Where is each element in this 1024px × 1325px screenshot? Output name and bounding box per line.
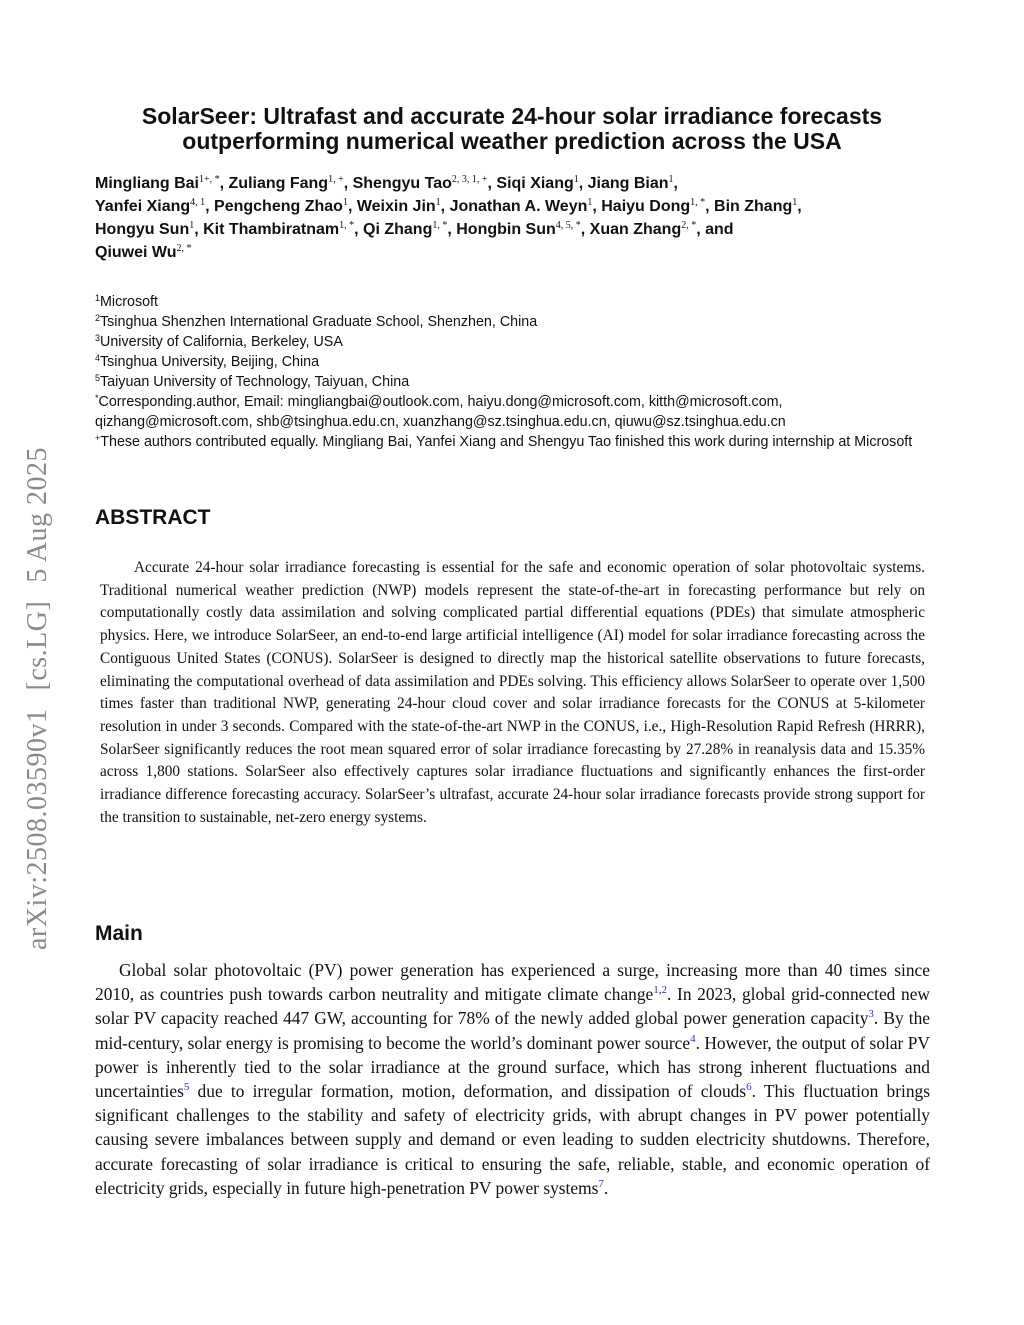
author [95, 221, 194, 238]
author-name: Hongyu Sun [95, 221, 190, 238]
citation-link[interactable]: 2 [661, 984, 668, 997]
title-line-2: outperforming numerical weather prediction across the USA [182, 128, 842, 154]
main-paragraph [95, 958, 930, 1200]
abstract-heading: ABSTRACT [95, 506, 211, 529]
citation [653, 984, 667, 996]
author-affil-marks: 2, 3, 1, + [451, 174, 488, 185]
citation-link[interactable]: 6 [746, 1081, 752, 1094]
arxiv-date: 5 Aug 2025 [22, 446, 53, 583]
affiliation [95, 312, 940, 332]
citation-link[interactable]: 4 [690, 1032, 696, 1045]
author-list: Mingliang Bai$^{1+, *}$, Zuliang Fang$^{1, +}$, Shengyu Tao$^{2, 3, 1, +}$, Siqi Xiang$^1$, Jiang Bian$^1$, Yanfei Xiang$^{4, 1}$, Pengcheng Zhao$^1$, Weixin Jin$^1$, Jonathan A. Weyn$^1$, Haiyu Dong$^{1, *}$, Bin Zhang$^1$, Hongyu Sun$^1$, Kit Thambiratnam$^{1, *}$, Qi Zhang$^{1, *}$, Hongbin Sun$^{4, 5, *}$, Xuan Zhang$^{2, *}$, and Qiuwei $Wu^{2, *}$ [95, 174, 802, 261]
author-name: Yanfei Xiang [95, 198, 191, 215]
affiliation-text: University of California, Berkeley, USA [100, 334, 343, 350]
author-affil-marks: 1, * [690, 197, 706, 208]
author-affil-marks: 1, * [339, 220, 355, 231]
arxiv-id: arXiv:2508.03590v1 [22, 708, 53, 950]
author [357, 198, 441, 215]
affiliation-mark: 5 [95, 373, 101, 383]
affiliation-text: Microsoft [100, 294, 159, 310]
affiliation-mark: 2 [95, 313, 101, 323]
author-affil-marks: 1 [573, 174, 579, 185]
author-name: Pengcheng Zhao [214, 198, 343, 215]
author-affil-marks: 1+, * [199, 174, 220, 185]
author-affil-marks: 4, 1 [190, 197, 206, 208]
affiliation-text: Tsinghua Shenzhen International Graduate School, Shenzhen, China [100, 314, 538, 330]
author-name: Hongbin Sun [456, 221, 556, 238]
affiliation [95, 292, 940, 312]
author-affil-marks: 2, * [681, 220, 697, 231]
citation-separator: , [658, 984, 662, 997]
author [590, 221, 697, 238]
author-affil-marks: 1, + [328, 174, 344, 185]
affiliation-mark: * [95, 393, 99, 403]
author-name: Mingliang Bai [95, 175, 199, 192]
affiliation [95, 432, 940, 452]
author-affil-marks: 1, * [432, 220, 448, 231]
author [214, 198, 348, 215]
main-text-segment: . This fluctuation brings significant challenges to the stability and safety of electricity grids, with abrupt changes in PV power potentially causing severe imbalances between supply and demand or even leading to sudden electricity shutdowns. Therefore, accurate forecasting of solar irradiance is critical to ensuring the safe, reliable, stable, and economic operation of electricity grids, especially in future high-penetration PV power systems [95, 1081, 930, 1198]
affiliation-list [95, 292, 940, 452]
paper-title [90, 104, 934, 154]
main-text-segment: . However, the output of solar PV power is inherently tied to the solar irradiance at the ground surface, which has strong inherent fluctuations and uncertainties [95, 1032, 930, 1102]
main-text-segment: due to irregular formation, motion, deformation, and dissipation of clouds [189, 1081, 747, 1102]
main-text-segment: . [603, 1177, 609, 1198]
affiliation-text: These authors contributed equally. Mingliang Bai, Yanfei Xiang and Shengyu Tao finished this work during internship at Microsoft [100, 434, 913, 450]
author-name: Zuliang Fang [228, 175, 329, 192]
author-name: Bin Zhang [714, 198, 793, 215]
author-name: Weixin Jin [356, 198, 436, 215]
author [496, 175, 578, 192]
abstract-text: Accurate 24-hour solar irradiance forecasting is essential for the safe and economic operation of solar photovoltaic systems. Traditional numerical weather prediction (NWP) models represent the state-of-the-art in forecasting performance but rely on computationally costly data assimilation and solving complicated partial differential equations (PDEs) that simulate atmospheric physics. Here, we introduce SolarSeer, an end-to-end large artificial intelligence (AI) model for solar irradiance forecasting across the Contiguous United States (CONUS). SolarSeer is designed to directly map the historical satellite observations to future forecasts, eliminating the computational overhead of data assimilation and PDEs solving. This efficiency allows SolarSeer to operate over 1,500 times faster than traditional NWP, generating 24-hour cloud cover and solar irradiance forecasts for the CONUS at 5-kilometer resolution in under 3 seconds. Compared with the state-of-the-art NWP in the CONUS, i.e., High-Resolution Rapid Refresh (HRRR), SolarSeer significantly reduces the root mean squared error of solar irradiance forecasting by 27.28% in reanalysis data and 15.35% across 1,800 stations. SolarSeer also effectively captures solar irradiance fluctuations and significantly enhances the first-order irradiance difference forecasting accuracy. SolarSeer’s ultrafast, accurate 24-hour solar irradiance forecasts provide strong support for the transition to sustainable, net-zero energy systems. [100, 559, 925, 826]
author-affil-marks: 4, 5, * [555, 220, 581, 231]
author-affil-marks: 1 [342, 197, 348, 208]
affiliation [95, 392, 940, 432]
author [203, 221, 354, 238]
affiliation-text: Corresponding.author, Email: mingliangbai@outlook.com, haiyu.dong@microsoft.com, kitth@microsoft.com, qizhang@microsoft.com, shb@tsinghua.edu.cn, xuanzhang@sz.tsinghua.edu.cn, qiuwu@sz.tsinghua.edu.cn [95, 394, 786, 430]
author-name: Haiyu Dong [601, 198, 691, 215]
title-line-1: SolarSeer: Ultrafast and accurate 24-hour solar irradiance forecasts [141, 103, 883, 129]
affiliation [95, 332, 940, 352]
citation-link[interactable]: 3 [868, 1008, 874, 1021]
main-heading: Main [95, 922, 143, 945]
author [95, 198, 205, 215]
author-affil-marks: 1 [587, 197, 593, 208]
affiliation-mark: 4 [95, 353, 101, 363]
author-name: Jiang Bian [587, 175, 669, 192]
affiliation-mark: + [95, 433, 101, 443]
citation-link[interactable]: 7 [598, 1177, 604, 1190]
arxiv-category: [cs.LG] [22, 600, 53, 691]
author-name: Kit Thambiratnam [203, 221, 340, 238]
author [450, 198, 593, 215]
author-affil-marks: 1 [792, 197, 798, 208]
affiliation-text: Tsinghua University, Beijing, China [100, 354, 320, 370]
author [588, 175, 674, 192]
author-name: Qi Zhang [363, 221, 433, 238]
citation-link[interactable]: 5 [183, 1081, 190, 1094]
author [601, 198, 705, 215]
main-text-segment: . In 2023, global grid-connected new solar PV capacity reached 447 GW, accounting for 78% of the newly added global power generation capacity [95, 984, 930, 1029]
author [363, 221, 447, 238]
author-affil-marks: 1 [435, 197, 441, 208]
author [456, 221, 581, 238]
affiliation [95, 352, 940, 372]
main-text-segment: Global solar photovoltaic (PV) power generation has experienced a surge, increasing more than 40 times since 2010, as countries push towards carbon neutrality and mitigate climate change [95, 960, 930, 1005]
author-name: Siqi Xiang [496, 175, 574, 192]
affiliation-text: Taiyuan University of Technology, Taiyuan, China [100, 374, 410, 390]
affiliation-mark: 1 [95, 293, 101, 303]
author-affil-marks: 2, * [176, 243, 192, 254]
citation-link[interactable]: 1 [653, 984, 659, 997]
affiliation-mark: 3 [95, 333, 101, 343]
arxiv-sidebar-stamp [22, 429, 54, 950]
author [95, 175, 220, 192]
main-text-segment: . By the mid-century, solar energy is promising to become the world’s dominant power source [95, 1008, 930, 1053]
author-affil-marks: 1 [668, 174, 674, 185]
author [229, 175, 344, 192]
author-name: Jonathan A. Weyn [449, 198, 588, 215]
affiliation [95, 372, 940, 392]
author-affil-marks: 1 [189, 220, 195, 231]
author-name: Qiuwei Wu [95, 244, 177, 261]
author [714, 198, 797, 215]
author [353, 175, 488, 192]
author [95, 244, 191, 261]
author-name: Shengyu Tao [352, 175, 452, 192]
author-name: Xuan Zhang [589, 221, 682, 238]
